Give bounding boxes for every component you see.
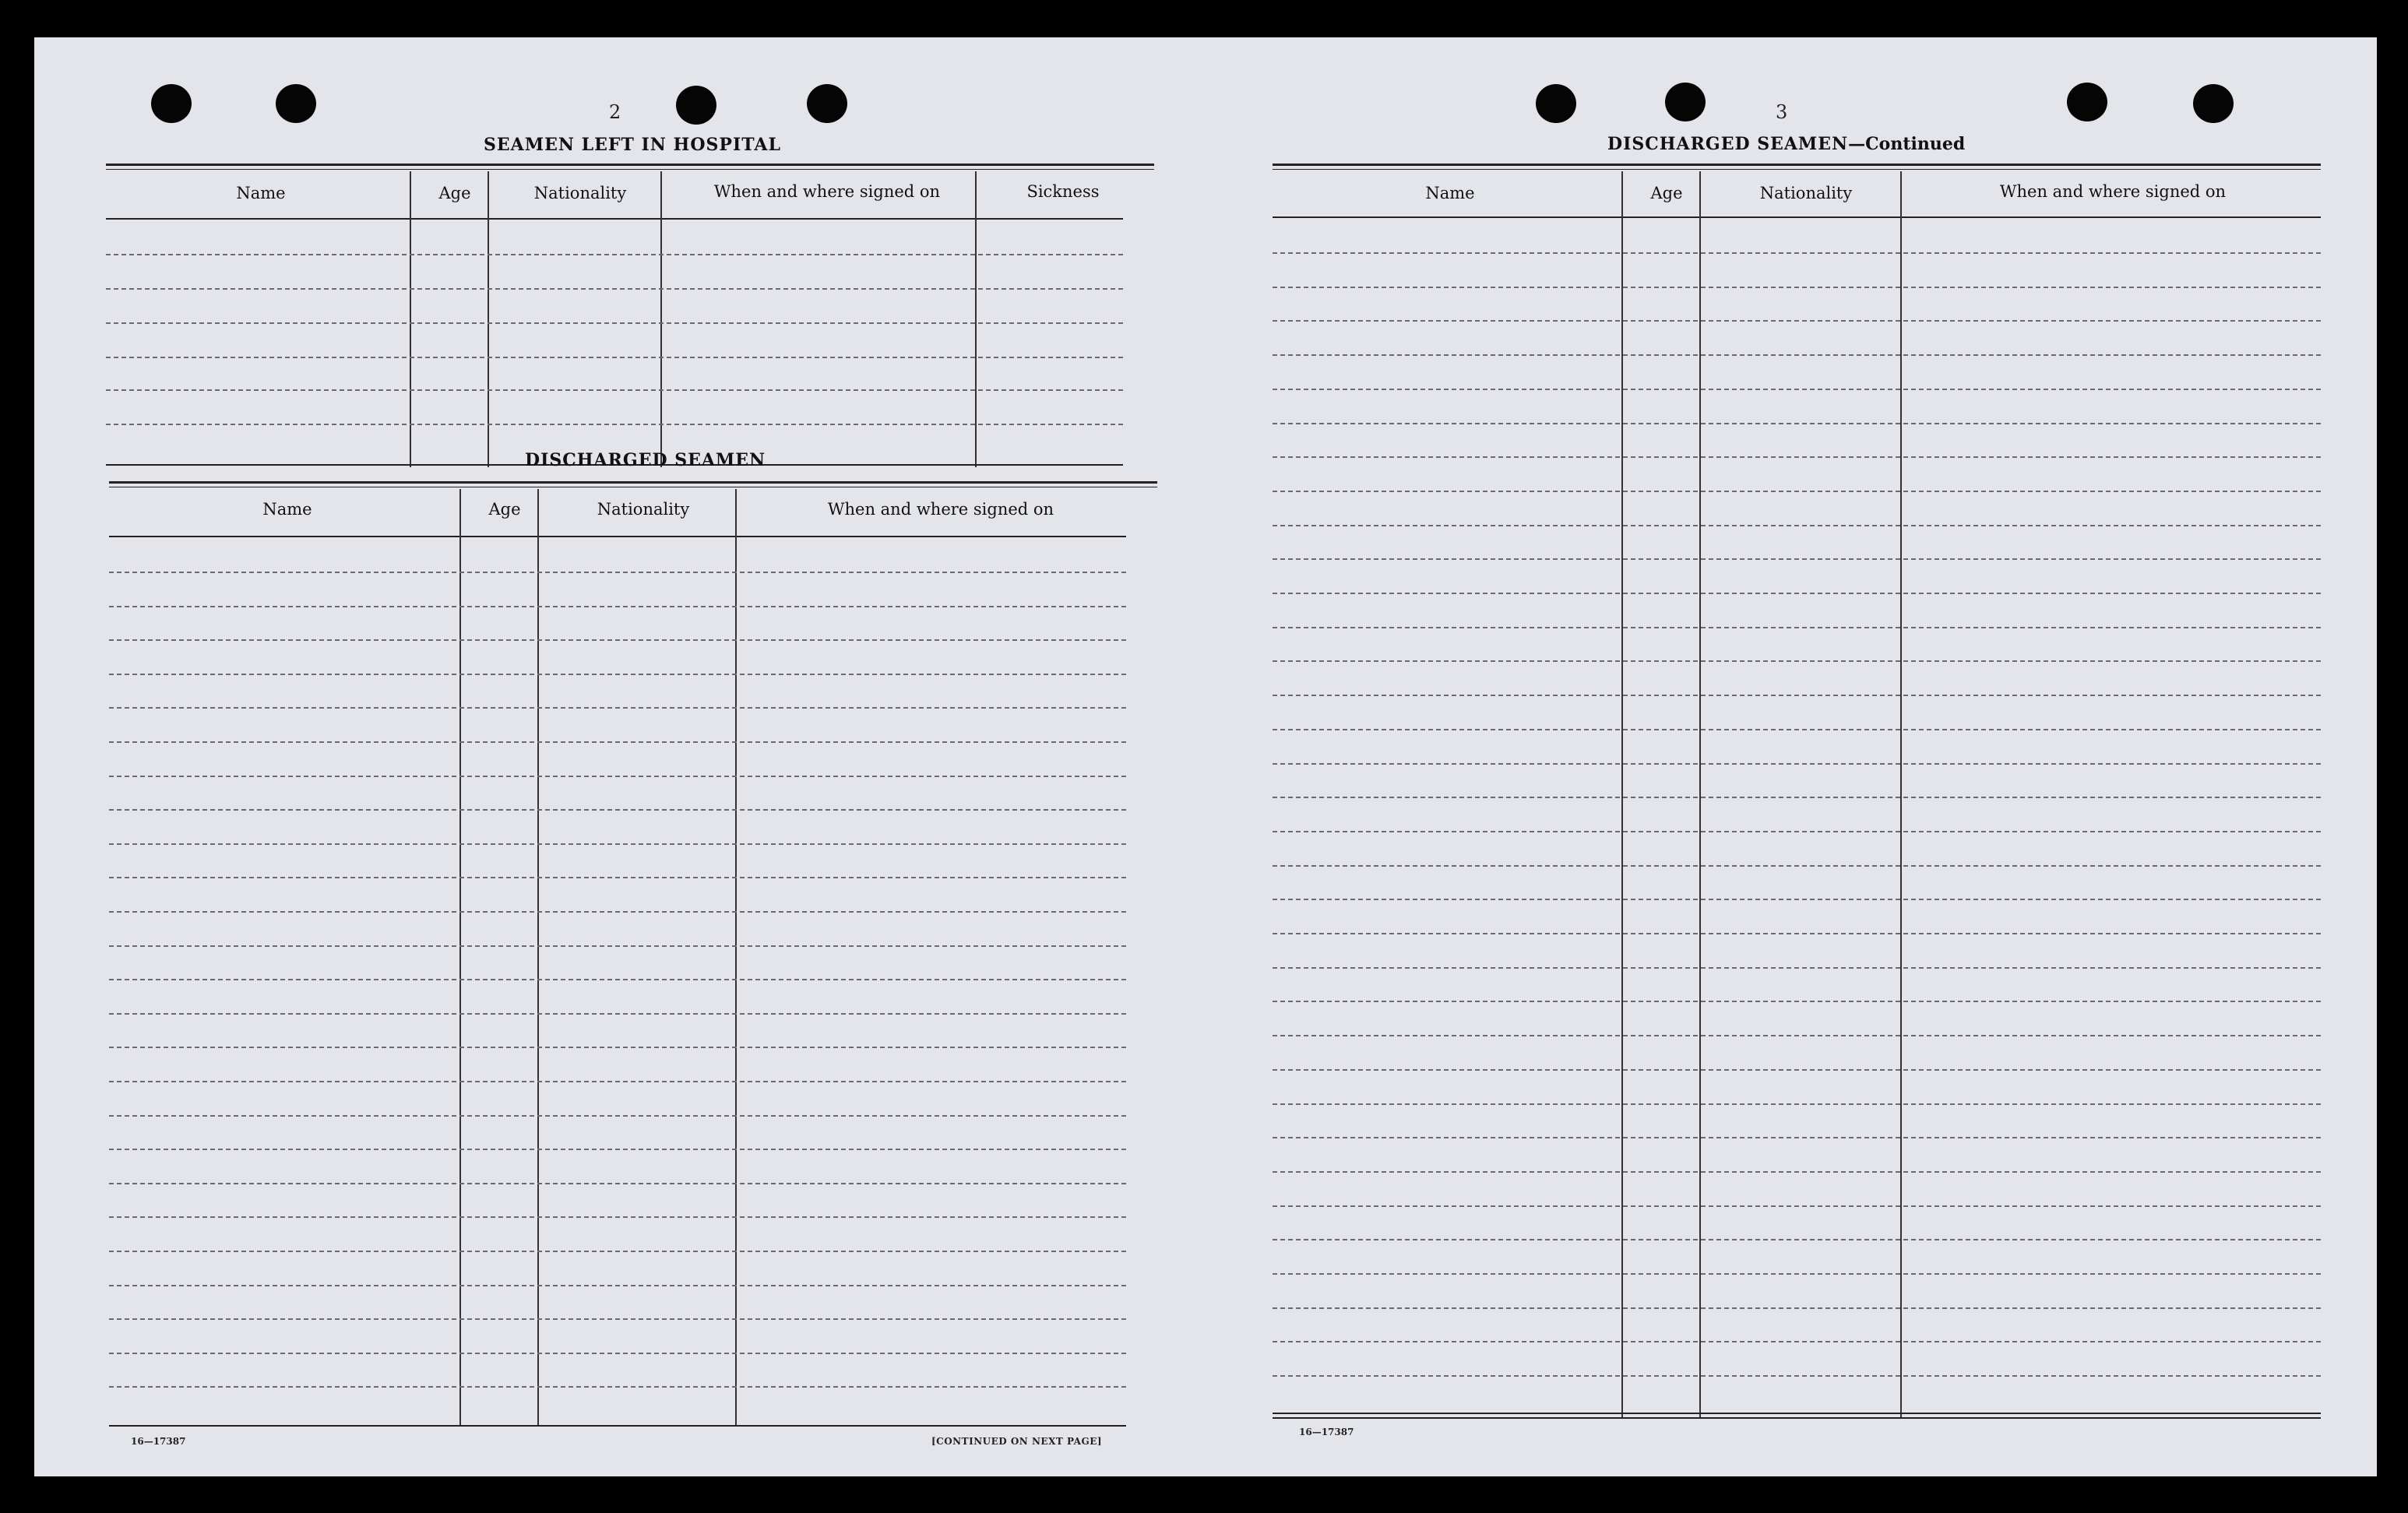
continued-header-rule <box>1273 216 2321 218</box>
punch-hole <box>676 86 716 125</box>
entry-line <box>1273 933 2321 934</box>
hospital-col-age: Age <box>438 184 471 202</box>
discharged-header-rule <box>109 536 1126 537</box>
entry-line <box>109 572 1126 573</box>
hospital-table-top-rule-2 <box>106 169 1154 170</box>
entry-line <box>1273 967 2321 969</box>
hospital-col-divider <box>975 171 977 467</box>
continued-col-age: Age <box>1650 184 1683 202</box>
continued-table-top-rule-2 <box>1273 169 2321 170</box>
entry-line <box>109 979 1126 980</box>
entry-line <box>1273 1035 2321 1036</box>
entry-line <box>1273 287 2321 288</box>
entry-line <box>1273 320 2321 322</box>
continued-col-divider <box>1699 171 1701 1417</box>
entry-line <box>109 1386 1126 1388</box>
entry-line <box>1273 729 2321 730</box>
hospital-entry-line <box>106 424 1123 425</box>
entry-line <box>1273 1001 2321 1002</box>
entry-line <box>109 1285 1126 1286</box>
hospital-header-rule <box>106 218 1123 220</box>
entry-line <box>1273 1205 2321 1207</box>
hospital-col-divider <box>488 171 489 467</box>
entry-line <box>109 1013 1126 1015</box>
entry-line <box>1273 1307 2321 1309</box>
page-number: 3 <box>1776 101 1788 123</box>
discharged-bottom-rule <box>109 1425 1126 1427</box>
entry-line <box>1273 252 2321 254</box>
entry-line <box>109 741 1126 743</box>
hospital-col-divider <box>660 171 662 467</box>
punch-hole <box>807 84 847 123</box>
continued-col-name: Name <box>1425 184 1475 202</box>
entry-line <box>109 945 1126 947</box>
entry-line <box>109 606 1126 607</box>
entry-line <box>1273 1103 2321 1105</box>
entry-line <box>1273 423 2321 424</box>
entry-line <box>109 877 1126 878</box>
punch-hole <box>151 84 192 123</box>
form-sheet <box>34 37 2377 1476</box>
punch-hole <box>2067 83 2107 121</box>
punch-hole <box>276 84 316 123</box>
continued-note: [CONTINUED ON NEXT PAGE] <box>931 1436 1103 1447</box>
page-number: 2 <box>609 101 621 123</box>
continued-col-nationality: Nationality <box>1759 184 1853 202</box>
entry-line <box>1273 1341 2321 1342</box>
entry-line <box>109 1115 1126 1117</box>
entry-line <box>109 809 1126 811</box>
form-number: 16—17387 <box>1299 1427 1354 1437</box>
entry-line <box>109 843 1126 845</box>
entry-line <box>1273 797 2321 798</box>
discharged-col-age: Age <box>488 500 521 519</box>
continued-col-divider <box>1900 171 1902 1417</box>
entry-line <box>109 1081 1126 1082</box>
entry-line <box>109 911 1126 913</box>
discharged-col-signed-on: When and where signed on <box>827 500 1054 519</box>
discharged-continued-title-suffix: —Continued <box>1848 134 1966 154</box>
entry-line <box>109 1216 1126 1218</box>
entry-line <box>1273 558 2321 560</box>
entry-line <box>1273 627 2321 628</box>
hospital-col-name: Name <box>236 184 286 202</box>
entry-line <box>109 707 1126 709</box>
punch-hole <box>1665 83 1706 121</box>
entry-line <box>1273 660 2321 662</box>
hospital-col-divider <box>410 171 411 467</box>
entry-line <box>109 1251 1126 1252</box>
entry-line <box>1273 1069 2321 1071</box>
entry-line <box>1273 593 2321 594</box>
discharged-continued-title <box>1607 134 1965 154</box>
entry-line <box>1273 354 2321 356</box>
punch-hole <box>2193 84 2234 123</box>
entry-line <box>1273 1171 2321 1173</box>
entry-line <box>1273 1375 2321 1377</box>
entry-line <box>1273 695 2321 696</box>
hospital-entry-line <box>106 322 1123 324</box>
entry-line <box>1273 525 2321 526</box>
entry-line <box>1273 389 2321 390</box>
entry-line <box>109 1047 1126 1048</box>
punch-hole <box>1536 84 1576 123</box>
discharged-col-nationality: Nationality <box>597 500 690 519</box>
continued-col-divider <box>1621 171 1623 1417</box>
hospital-col-signed-on: When and where signed on <box>713 182 941 201</box>
entry-line <box>1273 1137 2321 1138</box>
entry-line <box>109 1353 1126 1354</box>
discharged-section-title: DISCHARGED SEAMEN <box>525 450 766 470</box>
entry-line <box>109 1149 1126 1150</box>
entry-line <box>1273 456 2321 458</box>
entry-line <box>109 674 1126 675</box>
entry-line <box>1273 491 2321 492</box>
hospital-entry-line <box>106 254 1123 255</box>
continued-bottom-rule-2 <box>1273 1417 2321 1419</box>
discharged-col-name: Name <box>262 500 312 519</box>
continued-col-signed-on: When and where signed on <box>1999 182 2227 201</box>
hospital-entry-line <box>106 389 1123 391</box>
hospital-entry-line <box>106 288 1123 290</box>
discharged-table-top-rule <box>109 481 1157 484</box>
entry-line <box>1273 865 2321 867</box>
hospital-entry-line <box>106 357 1123 358</box>
entry-line <box>1273 1273 2321 1275</box>
continued-bottom-rule <box>1273 1413 2321 1414</box>
entry-line <box>1273 1239 2321 1240</box>
hospital-col-sickness: Sickness <box>1026 182 1100 201</box>
hospital-col-nationality: Nationality <box>533 184 627 202</box>
entry-line <box>109 776 1126 777</box>
entry-line <box>1273 899 2321 900</box>
continued-table-top-rule <box>1273 164 2321 166</box>
entry-line <box>109 1183 1126 1184</box>
discharged-continued-title-main: DISCHARGED SEAMEN <box>1607 134 1849 154</box>
entry-line <box>109 1318 1126 1320</box>
entry-line <box>1273 763 2321 765</box>
hospital-table-top-rule <box>106 164 1154 166</box>
form-number: 16—17387 <box>131 1436 186 1447</box>
entry-line <box>109 639 1126 641</box>
hospital-section-title: SEAMEN LEFT IN HOSPITAL <box>484 135 781 155</box>
entry-line <box>1273 831 2321 832</box>
